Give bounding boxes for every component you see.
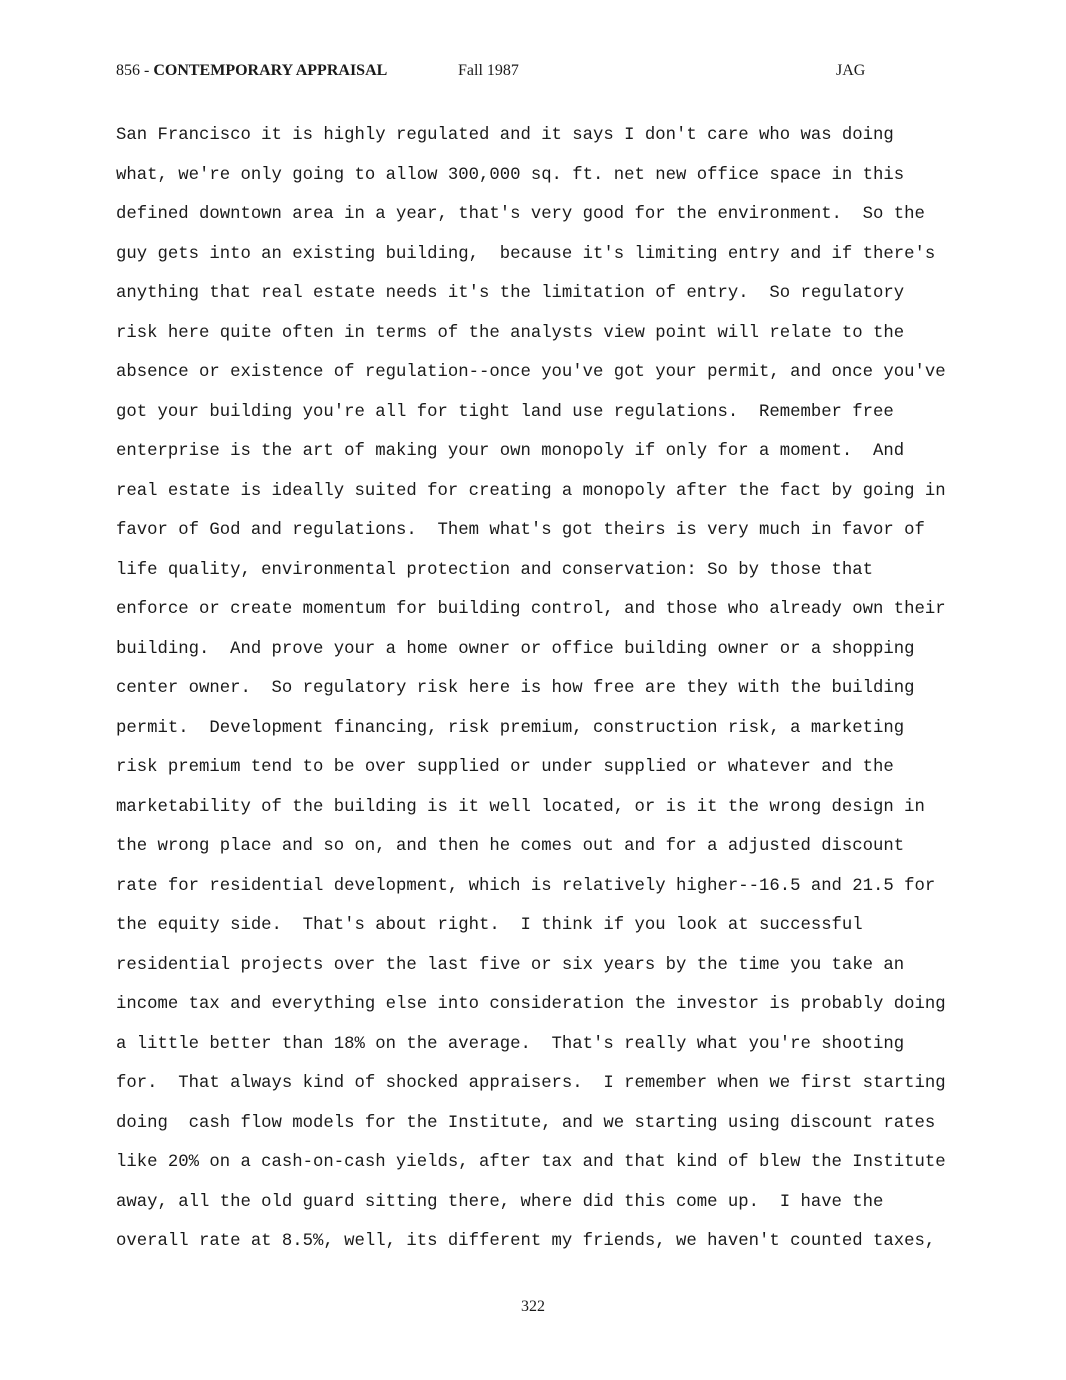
author-initials: JAG	[836, 62, 866, 79]
text-line: San Francisco it is highly regulated and it says I don't care who was doing	[116, 126, 894, 145]
text-line: the equity side. That's about right. I think if you look at successful	[116, 916, 863, 935]
text-line: residential projects over the last five or six years by the time you take an	[116, 955, 905, 975]
text-line: guy gets into an existing building, because it's limiting entry and if there's	[116, 244, 936, 264]
text-line: absence or existence of regulation--once you've got your permit, and once you've	[116, 363, 946, 382]
text-line: anything that real estate needs it's the limitation of entry. So regulatory	[116, 284, 905, 303]
course-title: CONTEMPORARY APPRAISAL	[153, 62, 388, 79]
text-line: the wrong place and so on, and then he comes out and for a adjusted discount	[116, 837, 905, 856]
text-line: for. That always kind of shocked appraisers. I remember when we first starting	[116, 1074, 946, 1093]
text-line: what, we're only going to allow 300,000 sq. ft. net new office space in this	[116, 165, 905, 185]
text-line: doing cash flow models for the Institute, and we starting using discount rates	[116, 1113, 936, 1133]
text-line: overall rate at 8.5%, well, its different my friends, we haven't counted taxes,	[116, 1232, 936, 1251]
text-line: life quality, environmental protection and conservation: So by those that	[116, 560, 874, 580]
text-line: like 20% on a cash-on-cash yields, after tax and that kind of blew the Institute	[116, 1153, 946, 1172]
text-line: away, all the old guard sitting there, where did this come up. I have the	[116, 1192, 884, 1212]
page-header	[116, 62, 876, 86]
text-line: center owner. So regulatory risk here is how free are they with the building	[116, 679, 915, 698]
page-number: 322	[521, 1298, 545, 1315]
course-heading	[116, 62, 387, 80]
text-line: income tax and everything else into consideration the investor is probably doing	[116, 995, 946, 1014]
transcript-body	[116, 122, 976, 1268]
text-line: enforce or create momentum for building control, and those who already own their	[116, 600, 946, 619]
text-line: building. And prove your a home owner or office building owner or a shopping	[116, 639, 915, 659]
text-line: risk premium tend to be over supplied or under supplied or whatever and the	[116, 758, 894, 777]
text-line: defined downtown area in a year, that's very good for the environment. So the	[116, 205, 925, 224]
text-line: rate for residential development, which is relatively higher--16.5 and 21.5 for	[116, 876, 936, 896]
term-label: Fall 1987	[458, 62, 519, 79]
text-line: permit. Development financing, risk premium, construction risk, a marketing	[116, 718, 905, 738]
text-line: real estate is ideally suited for creating a monopoly after the fact by going in	[116, 481, 946, 501]
course-number: 856 -	[116, 62, 154, 79]
text-line: marketability of the building is it well located, or is it the wrong design in	[116, 797, 925, 817]
text-line: favor of God and regulations. Them what's got theirs is very much in favor of	[116, 521, 925, 540]
text-line: risk here quite often in terms of the analysts view point will relate to the	[116, 323, 905, 343]
text-line: got your building you're all for tight land use regulations. Remember free	[116, 402, 894, 422]
text-line: enterprise is the art of making your own monopoly if only for a moment. And	[116, 442, 905, 461]
text-line: a little better than 18% on the average. That's really what you're shooting	[116, 1034, 905, 1054]
